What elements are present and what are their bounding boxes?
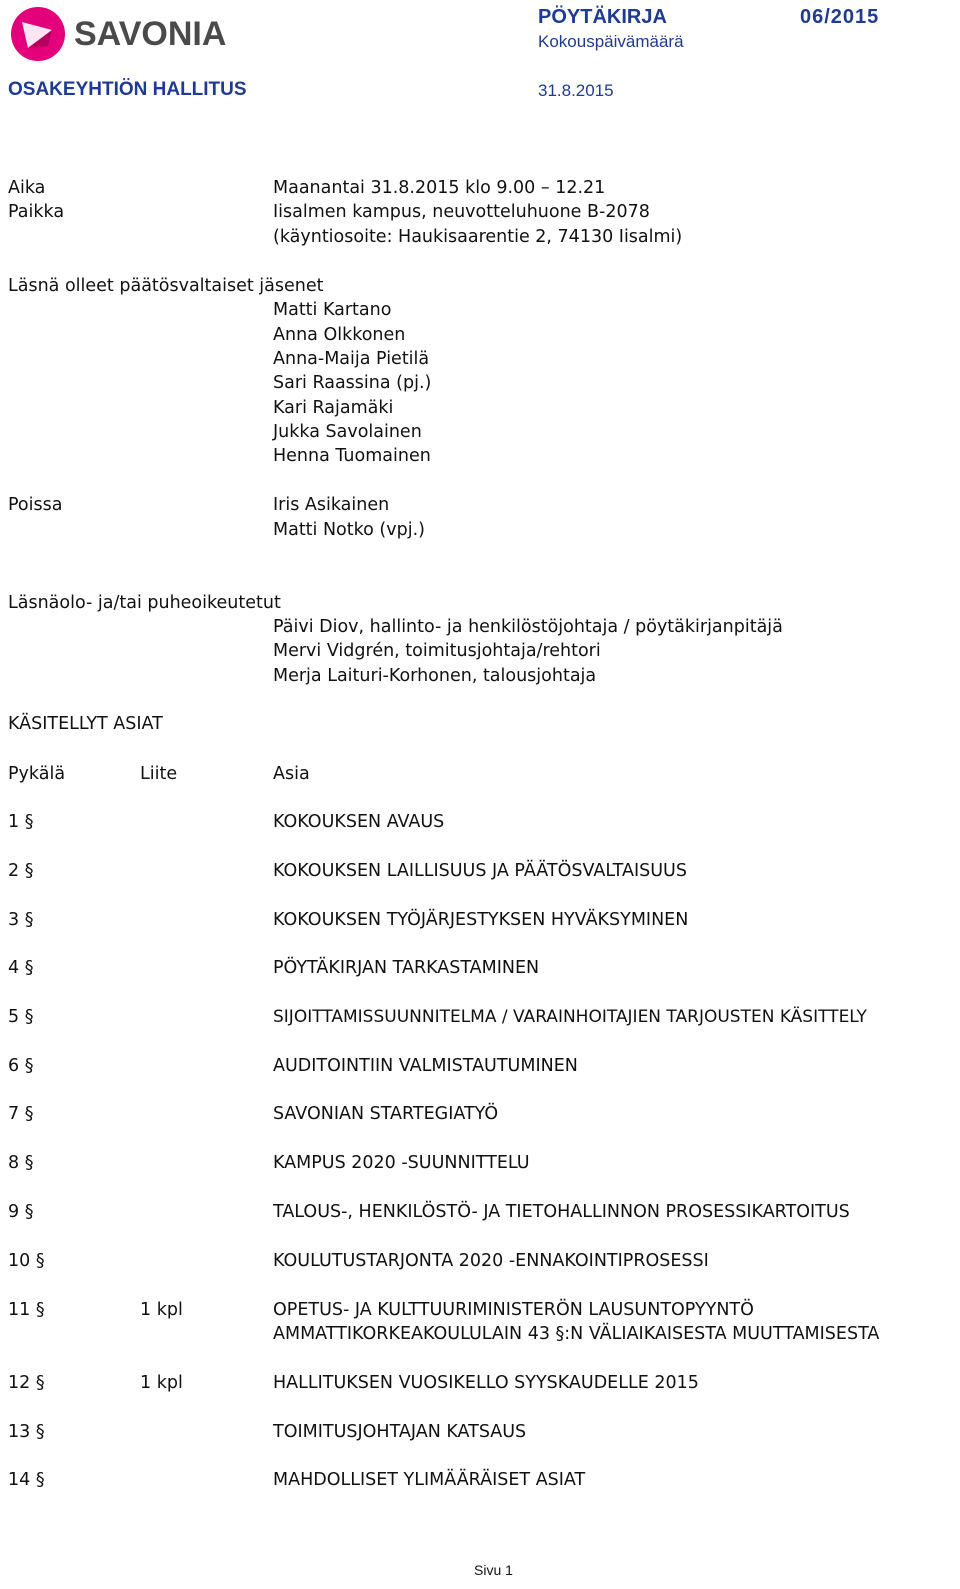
agenda-row xyxy=(0,861,960,885)
present-member: Henna Tuomainen xyxy=(273,446,431,466)
section-number: 14 § xyxy=(8,1470,45,1490)
agenda-item: TOIMITUSJOHTAJAN KATSAUS xyxy=(273,1422,527,1442)
organ-name: OSAKEYHTIÖN HALLITUS xyxy=(8,79,247,100)
agenda-row xyxy=(0,1104,960,1128)
col-header-attachment: Liite xyxy=(140,764,178,784)
place-address: (käyntiosoite: Haukisaarentie 2, 74130 Iisalmi) xyxy=(273,227,683,247)
place-value: Iisalmen kampus, neuvotteluhuone B-2078 xyxy=(273,202,650,222)
section-number: 5 § xyxy=(8,1007,34,1027)
agenda-item: KOKOUKSEN TYÖJÄRJESTYKSEN HYVÄKSYMINEN xyxy=(273,910,689,930)
agenda-item: PÖYTÄKIRJAN TARKASTAMINEN xyxy=(273,958,540,978)
absent-member: Iris Asikainen xyxy=(273,495,390,515)
agenda-title: KÄSITELLYT ASIAT xyxy=(8,714,163,734)
document-number: 06/2015 xyxy=(800,6,880,28)
agenda-item: KOKOUKSEN AVAUS xyxy=(273,812,445,832)
agenda-row xyxy=(0,1470,960,1494)
date-label: Kokouspäivämäärä xyxy=(538,32,684,51)
speaking-rights-label: Läsnäolo- ja/tai puheoikeutetut xyxy=(8,593,281,613)
speaking-rights-member: Mervi Vidgrén, toimitusjohtaja/rehtori xyxy=(273,641,601,661)
present-member: Jukka Savolainen xyxy=(273,422,422,442)
place-label: Paikka xyxy=(8,202,65,222)
agenda-row xyxy=(0,1251,960,1275)
section-number: 4 § xyxy=(8,958,34,978)
col-header-section: Pykälä xyxy=(8,764,66,784)
section-number: 11 § xyxy=(8,1300,45,1320)
savonia-logo-mark xyxy=(8,4,238,62)
agenda-row xyxy=(0,812,960,836)
section-number: 12 § xyxy=(8,1373,45,1393)
meeting-date: 31.8.2015 xyxy=(538,81,614,100)
section-number: 8 § xyxy=(8,1153,34,1173)
present-label: Läsnä olleet päätösvaltaiset jäsenet xyxy=(8,276,324,296)
speaking-rights-member: Merja Laituri-Korhonen, talousjohtaja xyxy=(273,666,597,686)
agenda-row xyxy=(0,1422,960,1446)
section-number: 2 § xyxy=(8,861,34,881)
agenda-item: MAHDOLLISET YLIMÄÄRÄISET ASIAT xyxy=(273,1470,586,1490)
col-header-item: Asia xyxy=(273,764,310,784)
speaking-rights-member: Päivi Diov, hallinto- ja henkilöstöjohtaja / pöytäkirjanpitäjä xyxy=(273,617,783,637)
section-number: 7 § xyxy=(8,1104,34,1124)
agenda-row xyxy=(0,1056,960,1080)
document-type: PÖYTÄKIRJA xyxy=(538,6,667,28)
present-member: Matti Kartano xyxy=(273,300,392,320)
section-number: 6 § xyxy=(8,1056,34,1076)
present-member: Kari Rajamäki xyxy=(273,398,394,418)
agenda-row xyxy=(0,1202,960,1226)
section-number: 3 § xyxy=(8,910,34,930)
agenda-item: TALOUS-, HENKILÖSTÖ- JA TIETOHALLINNON PROSESSIKARTOITUS xyxy=(273,1202,850,1222)
agenda-item: OPETUS- JA KULTTUURIMINISTERÖN LAUSUNTOPYYNTÖ xyxy=(273,1300,754,1320)
agenda-item: SIJOITTAMISSUUNNITELMA / VARAINHOITAJIEN TARJOUSTEN KÄSITTELY xyxy=(273,1007,867,1027)
agenda-item: HALLITUKSEN VUOSIKELLO SYYSKAUDELLE 2015 xyxy=(273,1373,699,1393)
agenda-row xyxy=(0,1373,960,1397)
section-number: 9 § xyxy=(8,1202,34,1222)
agenda-row xyxy=(0,1007,960,1031)
agenda-item-continuation: AMMATTIKORKEAKOULULAIN 43 §:N VÄLIAIKAISESTA MUUTTAMISESTA xyxy=(273,1324,880,1344)
agenda-row xyxy=(0,1153,960,1177)
agenda-item: KOULUTUSTARJONTA 2020 -ENNAKOINTIPROSESSI xyxy=(273,1251,709,1271)
page-number: Sivu 1 xyxy=(474,1562,513,1578)
agenda-row xyxy=(0,910,960,934)
present-member: Sari Raassina (pj.) xyxy=(273,373,432,393)
agenda-item: SAVONIAN STARTEGIATYÖ xyxy=(273,1104,499,1124)
time-value: Maanantai 31.8.2015 klo 9.00 – 12.21 xyxy=(273,178,606,198)
section-number: 10 § xyxy=(8,1251,45,1271)
present-member: Anna-Maija Pietilä xyxy=(273,349,430,369)
agenda-row xyxy=(0,958,960,982)
savonia-logo xyxy=(8,4,238,62)
absent-member: Matti Notko (vpj.) xyxy=(273,520,425,540)
agenda-row xyxy=(0,1300,960,1324)
section-number: 13 § xyxy=(8,1422,45,1442)
present-member: Anna Olkkonen xyxy=(273,325,406,345)
attachment: 1 kpl xyxy=(140,1300,183,1320)
logo-wordmark: SAVONIA xyxy=(74,15,227,53)
absent-label: Poissa xyxy=(8,495,63,515)
agenda-item: AUDITOINTIIN VALMISTAUTUMINEN xyxy=(273,1056,578,1076)
agenda-item: KAMPUS 2020 -SUUNNITTELU xyxy=(273,1153,530,1173)
agenda-item: KOKOUKSEN LAILLISUUS JA PÄÄTÖSVALTAISUUS xyxy=(273,861,687,881)
section-number: 1 § xyxy=(8,812,34,832)
time-label: Aika xyxy=(8,178,46,198)
attachment: 1 kpl xyxy=(140,1373,183,1393)
